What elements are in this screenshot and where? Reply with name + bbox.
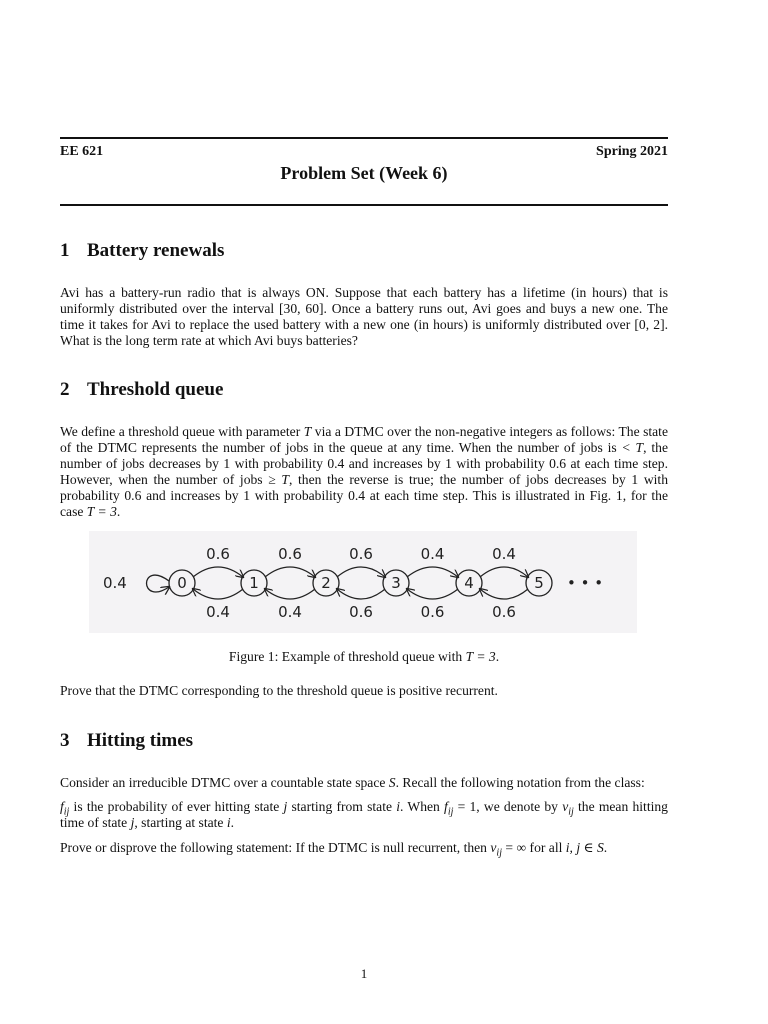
math-interval: [0, 2] — [634, 317, 665, 332]
course-code: EE 621 — [60, 144, 104, 159]
math-symbol: ν — [490, 840, 497, 855]
forward-prob-label-4: 0.4 — [492, 545, 516, 563]
math-symbol: i — [226, 815, 231, 830]
state-label-2: 2 — [321, 574, 331, 592]
section-number: 1 — [60, 240, 70, 261]
math-symbol: j — [283, 799, 288, 814]
math-symbol: f — [60, 799, 64, 814]
state-label-0: 0 — [177, 574, 187, 592]
text-run: , starting at state — [134, 815, 227, 830]
math-subscript: ij — [447, 806, 454, 818]
text-run: . — [116, 504, 121, 519]
forward-prob-label-2: 0.6 — [349, 545, 373, 563]
math-subscript: ij — [496, 847, 502, 859]
math-symbol: i — [396, 799, 400, 814]
text-run: is the probability of ever hitting state — [69, 799, 284, 814]
continuation-ellipsis: • • • — [567, 574, 604, 592]
section-number: 2 — [60, 379, 70, 400]
text-run: . — [603, 840, 608, 855]
section-number: 3 — [60, 730, 70, 751]
backward-prob-label-2: 0.6 — [349, 603, 373, 621]
section-2-paragraph — [60, 424, 668, 520]
math-symbol: = ∞ — [501, 840, 527, 855]
caption-text: . — [495, 649, 500, 664]
caption-math: T = 3 — [465, 649, 496, 664]
math-symbol: S — [388, 775, 396, 790]
math-interval: [30, 60] — [279, 301, 324, 316]
caption-text: Figure 1: Example of threshold queue with — [228, 649, 466, 664]
section-title: Battery renewals — [87, 240, 225, 261]
text-run: . Once a battery runs out, Avi goes and buys a new one. The time it takes for Avi to replace the used battery with a new one (in hours) is uniformly distributed over — [60, 301, 669, 332]
math-symbol: ≥ T — [268, 472, 289, 487]
header-bottom-rule — [60, 204, 668, 206]
figure-caption — [60, 649, 668, 665]
state-label-3: 3 — [391, 574, 401, 592]
document-title: Problem Set (Week 6) — [280, 163, 448, 183]
backward-prob-label-3: 0.6 — [420, 603, 445, 621]
page-number: 1 — [360, 966, 368, 981]
state-label-1: 1 — [249, 574, 259, 592]
math-symbol: i, j ∈ S — [565, 840, 604, 855]
section-1-paragraph — [60, 285, 668, 349]
math-symbol: = 1 — [453, 799, 477, 814]
forward-prob-label-0: 0.6 — [206, 545, 230, 563]
state-label-5: 5 — [534, 574, 544, 592]
text-run: . Recall the following notation from the class: — [395, 775, 645, 790]
text-run: Consider an irreducible DTMC over a countable state space — [60, 775, 389, 790]
math-symbol: f — [444, 799, 448, 814]
text-run: , then the reverse is true; the number of jobs decreases by 1 with probability 0.6 and increases by 1 with probability 0.4 at each time step. This is illustrated in Fig. 1, for the case — [60, 472, 669, 519]
section-2-prove-statement: Prove that the DTMC corresponding to the threshold queue is positive recurrent. — [60, 683, 498, 698]
self-loop-label: 0.4 — [103, 574, 127, 592]
text-run: . When — [400, 799, 445, 814]
text-run: We define a threshold queue with parameter — [60, 424, 304, 439]
state-label-4: 4 — [464, 574, 474, 592]
forward-prob-label-3: 0.4 — [420, 545, 445, 563]
section-title: Hitting times — [87, 730, 194, 751]
section-3-paragraph-1 — [60, 775, 668, 791]
threshold-queue-figure — [89, 531, 637, 633]
text-run: via a DTMC over the non-negative integers as follows: The state of the DTMC represents the number of jobs in the queue at any time. When the number of jobs is — [60, 424, 668, 455]
section-3-heading — [60, 730, 193, 752]
backward-prob-label-1: 0.4 — [278, 603, 302, 621]
math-subscript: ij — [568, 806, 574, 818]
math-symbol: < T — [621, 440, 644, 455]
header-top-rule — [60, 137, 668, 139]
math-symbol: j — [130, 815, 135, 830]
math-symbol: ν — [562, 799, 569, 814]
text-run: , the number of jobs decreases by 1 with probability 0.4 and increases by 1 with probability 0.6 at each time step. However, when the number of jobs — [60, 440, 668, 487]
text-run: Prove or disprove the following statement: If the DTMC is null recurrent, then — [60, 840, 491, 855]
text-run: . What is the long term rate at which Avi buys batteries? — [60, 317, 668, 348]
section-2-heading — [60, 379, 223, 401]
text-run: . — [230, 815, 235, 830]
section-1-heading — [60, 240, 224, 262]
backward-prob-label-4: 0.6 — [492, 603, 516, 621]
math-symbol: T — [303, 424, 312, 439]
section-3-paragraph-2 — [60, 799, 668, 831]
text-run: for all — [526, 840, 566, 855]
text-run: the mean hitting time of state — [60, 799, 668, 830]
text-run: Avi has a battery-run radio that is always ON. Suppose that each battery has a lifetime (in hours) that is uniformly distributed over the interval — [60, 285, 668, 316]
text-run: starting from state — [287, 799, 397, 814]
section-title: Threshold queue — [87, 379, 224, 400]
backward-prob-label-0: 0.4 — [206, 603, 230, 621]
text-run: , we denote by — [476, 799, 563, 814]
term-label: Spring 2021 — [596, 144, 668, 159]
math-symbol: T = 3 — [86, 504, 117, 519]
math-subscript: ij — [63, 806, 70, 818]
forward-prob-label-1: 0.6 — [278, 545, 302, 563]
section-3-paragraph-3 — [60, 840, 668, 859]
